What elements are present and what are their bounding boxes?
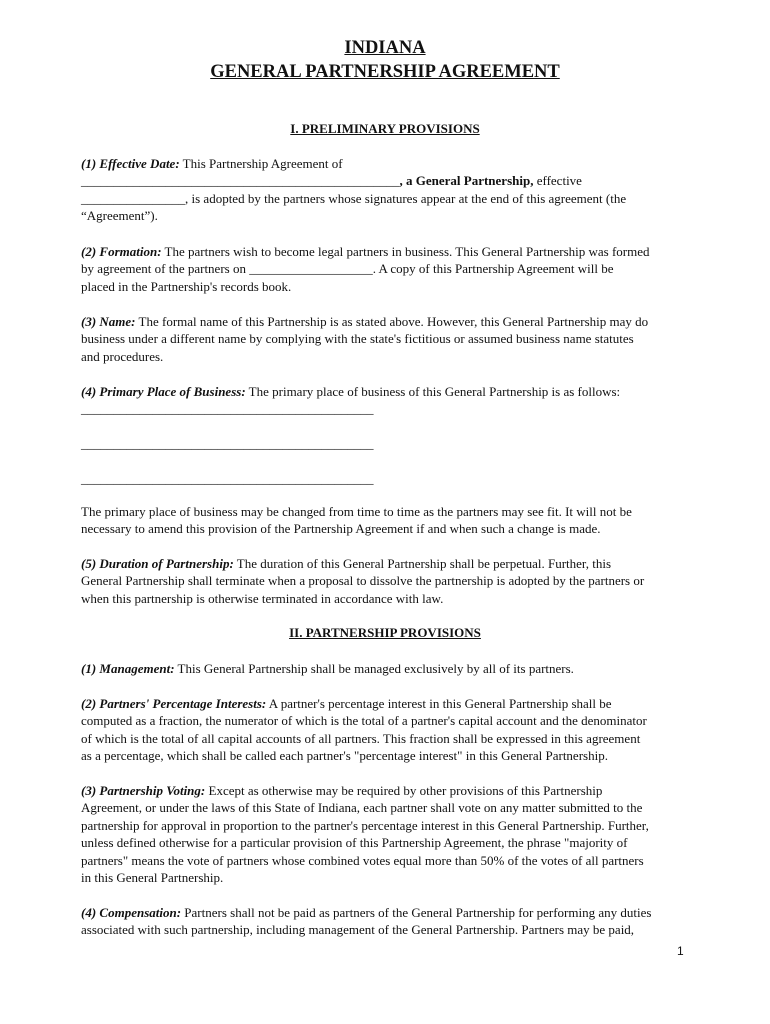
paragraph-text: The primary place of business of this General Partnership is as follows: (245, 384, 621, 399)
paragraph-text: This General Partnership shall be managed exclusively by all of its partners. (174, 661, 574, 676)
paragraph-text: and procedures. (81, 348, 164, 364)
paragraph-duration (81, 555, 691, 607)
paragraph-text: as a percentage, which shall be called each partner's "percentage interest" in this General Partnership. (81, 748, 608, 764)
paragraph-percentage-interests (81, 695, 691, 765)
paragraph-text: business under a different name by complying with the state's fictitious or assumed business name statutes (81, 331, 634, 347)
address-blank-line: _____________________________________________ (81, 436, 374, 451)
address-blank-line: _____________________________________________ (81, 401, 374, 417)
paragraph-name (81, 313, 691, 365)
paragraph-text: Agreement, or under the laws of this State of Indiana, each partner shall vote on any matter submitted to the (81, 800, 643, 816)
paragraph-place-of-business (81, 383, 691, 418)
paragraph-heading: (5) Duration of Partnership: (81, 556, 234, 571)
paragraph-text: The duration of this General Partnership shall be perpetual. Further, this (233, 556, 612, 571)
paragraph-heading: (2) Partners' Percentage Interests: (81, 696, 267, 711)
paragraph-management (81, 660, 691, 677)
paragraph-heading: (4) Primary Place of Business: (81, 384, 246, 399)
paragraph-text: “Agreement”). (81, 208, 158, 224)
paragraph-text: partners" means the vote of partners whose combined votes equal more than 50% of the votes of all partners (81, 852, 644, 868)
paragraph-effective-date (81, 155, 691, 225)
paragraph-heading: (1) Effective Date: (81, 156, 180, 171)
document-title: GENERAL PARTNERSHIP AGREEMENT (210, 62, 560, 82)
paragraph-heading: (3) Name: (81, 314, 136, 329)
paragraph-text: The formal name of this Partnership is as stated above. However, this General Partnership may do (135, 314, 649, 329)
paragraph-text: This Partnership Agreement of (179, 156, 343, 171)
paragraph-text: partnership for approval in proportion to the partner's percentage interest in this General Partnership. Further, (81, 817, 649, 833)
paragraph-formation (81, 243, 691, 295)
paragraph-text: General Partnership shall terminate when a proposal to dissolve the partnership is adopted by the partners or (81, 573, 645, 589)
paragraph-text: The partners wish to become legal partners in business. This General Partnership was formed (161, 244, 650, 259)
paragraph-text: computed as a fraction, the numerator of which is the total of a partner's capital account and the denominator (81, 713, 647, 729)
paragraph-heading: (2) Formation: (81, 244, 162, 259)
paragraph-text: Except as otherwise may be required by other provisions of this Partnership (205, 783, 603, 798)
paragraph-text: in this General Partnership. (81, 870, 224, 886)
paragraph-text: by agreement of the partners on ___________________. A copy of this Partnership Agreement will be (81, 261, 614, 277)
blank-line: _________________________________________________ (81, 173, 400, 189)
paragraph-text: ________________, is adopted by the partners whose signatures appear at the end of this agreement (the (81, 190, 627, 206)
document-title-state: INDIANA (344, 38, 426, 58)
paragraph-heading: (1) Management: (81, 661, 175, 676)
paragraph-partnership-voting (81, 782, 691, 886)
paragraph-text: , a General Partnership, (399, 173, 534, 189)
paragraph-text: effective (533, 173, 582, 189)
paragraph-text: of which is the total of all capital accounts of all partners. This fraction shall be expressed in this agreement (81, 730, 641, 746)
paragraph-text: A partner's percentage interest in this General Partnership shall be (266, 696, 612, 711)
page-number: 1 (677, 944, 684, 958)
paragraph-text: unless defined otherwise for a particular provision of this Partnership Agreement, the phrase "majority of (81, 835, 628, 851)
address-blank-line: _____________________________________________ (81, 471, 374, 486)
paragraph-heading: (3) Partnership Voting: (81, 783, 206, 798)
paragraph-heading: (4) Compensation: (81, 905, 182, 920)
paragraph-text: placed in the Partnership's records book. (81, 278, 292, 294)
paragraph-text: when this partnership is otherwise terminated in accordance with law. (81, 590, 444, 606)
paragraph-compensation (81, 904, 691, 939)
paragraph-place-change (81, 503, 691, 538)
section-heading-partnership: II. PARTNERSHIP PROVISIONS (289, 625, 481, 640)
paragraph-text: associated with such partnership, including management of the General Partnership. Partners may be paid, (81, 922, 635, 938)
paragraph-text: necessary to amend this provision of the Partnership Agreement if and when such a change is made. (81, 521, 601, 537)
paragraph-text: The primary place of business may be changed from time to time as the partners may see fit. It will not be (81, 504, 632, 519)
paragraph-text: Partners shall not be paid as partners of the General Partnership for performing any duties (181, 905, 652, 920)
section-heading-preliminary: I. PRELIMINARY PROVISIONS (290, 121, 480, 136)
